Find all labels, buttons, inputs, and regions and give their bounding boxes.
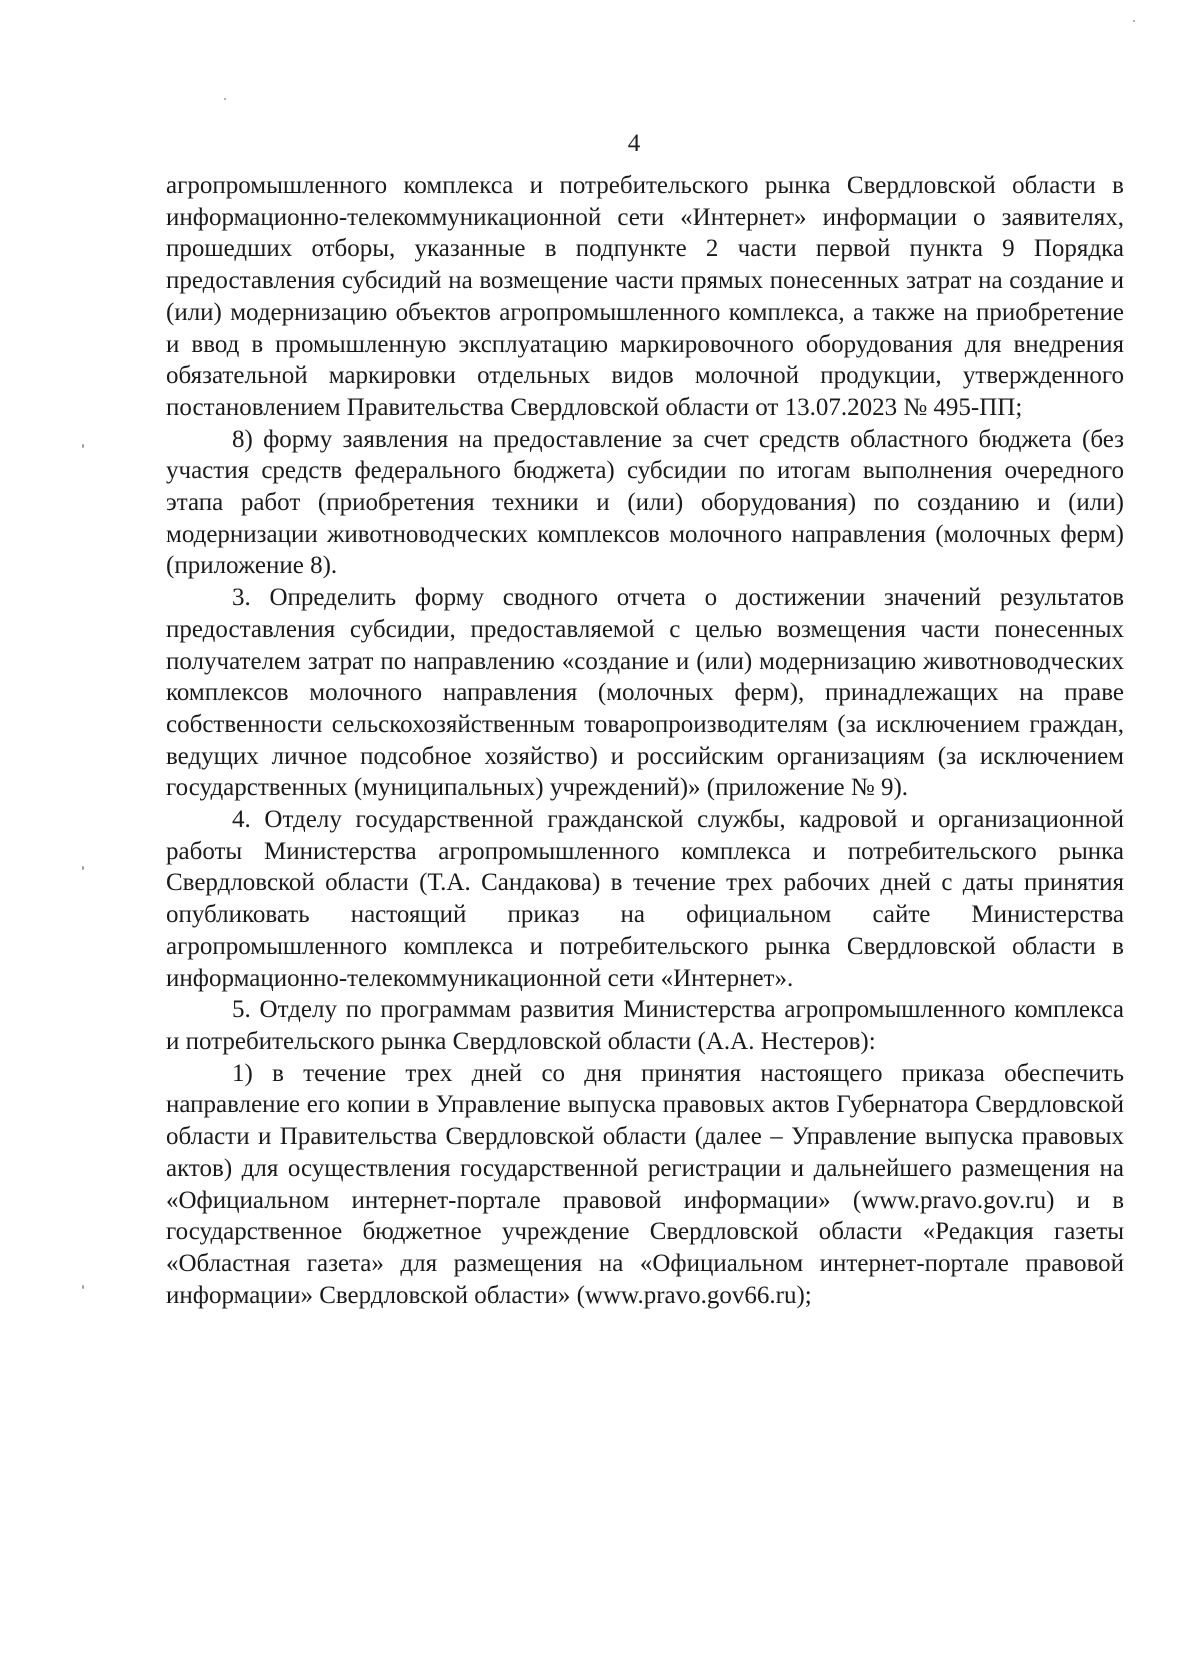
paragraph-point-4: 4. Отделу государственной гражданской службы, кадровой и организационной работы Министерства агропромышленного комплекса и потребительского рынка Свердловской области (Т.А. Сандакова) в течение трех рабочих дней с даты принятия опубликовать настоящий приказ на официальном сайте Министерства агропромышленного комплекса и потребительского рынка Свердловской области в информационно-телекоммуникационной сети «Интернет». [166,806,1124,992]
scan-speck [1133,20,1135,22]
scan-speck [82,444,84,448]
page-number: 4 [627,130,641,157]
scan-speck [224,98,226,100]
paragraph-point-5: 5. Отделу по программам развития Министерства агропромышленного комплекса и потребительского рынка Свердловской области (А.А. Нестеров): [166,996,1124,1055]
paragraph-subitem-1: 1) в течение трех дней со дня принятия настоящего приказа обеспечить направление его копии в Управление выпуска правовых актов Губернатора Свердловской области и Правительства Свердловской области (далее – Управление выпуска правовых актов) для осуществления государственной регистрации и дальнейшего размещения на «Официальном интернет-портале правовой информации» (www.pravo.gov.ru) и в государственное бюджетное учреждение Свердловской области «Редакция газеты «Областная газета» для размещения на «Официальном интернет-портале правовой информации» Свердловской области» (www.pravo.gov66.ru); [166,1059,1124,1309]
paragraph-item-8: 8) форму заявления на предоставление за счет средств областного бюджета (без участия средств федерального бюджета) субсидии по итогам выполнения очередного этапа работ (приобретения техники и (или) оборудования) по созданию и (или) модернизации животноводческих комплексов молочного направления (молочных ферм) (приложение 8). [166,425,1124,580]
scan-speck [82,866,84,870]
document-body [166,170,1124,1311]
scan-speck [82,1285,84,1289]
paragraph-point-3: 3. Определить форму сводного отчета о достижении значений результатов предоставления субсидии, предоставляемой с целью возмещения части понесенных получателем затрат по направлению «создание и (или) модернизацию животноводческих комплексов молочного направления (молочных ферм), принадлежащих на праве собственности сельскохозяйственным товаропроизводителям (за исключением граждан, ведущих личное подсобное хозяйство) и российским организациям (за исключением государственных (муниципальных) учреждений)» (приложение № 9). [166,584,1124,802]
paragraph-continuation: агропромышленного комплекса и потребительского рынка Свердловской области в информационно-телекоммуникационной сети «Интернет» информации о заявителях, прошедших отборы, указанные в подпункте 2 части первой пункта 9 Порядка предоставления субсидий на возмещение части прямых понесенных затрат на создание и (или) модернизацию объектов агропромышленного комплекса, а также на приобретение и ввод в промышленную эксплуатацию маркировочного оборудования для внедрения обязательной маркировки отдельных видов молочной продукции, утвержденного постановлением Правительства Свердловской области от 13.07.2023 № 495-ПП; [166,172,1124,421]
